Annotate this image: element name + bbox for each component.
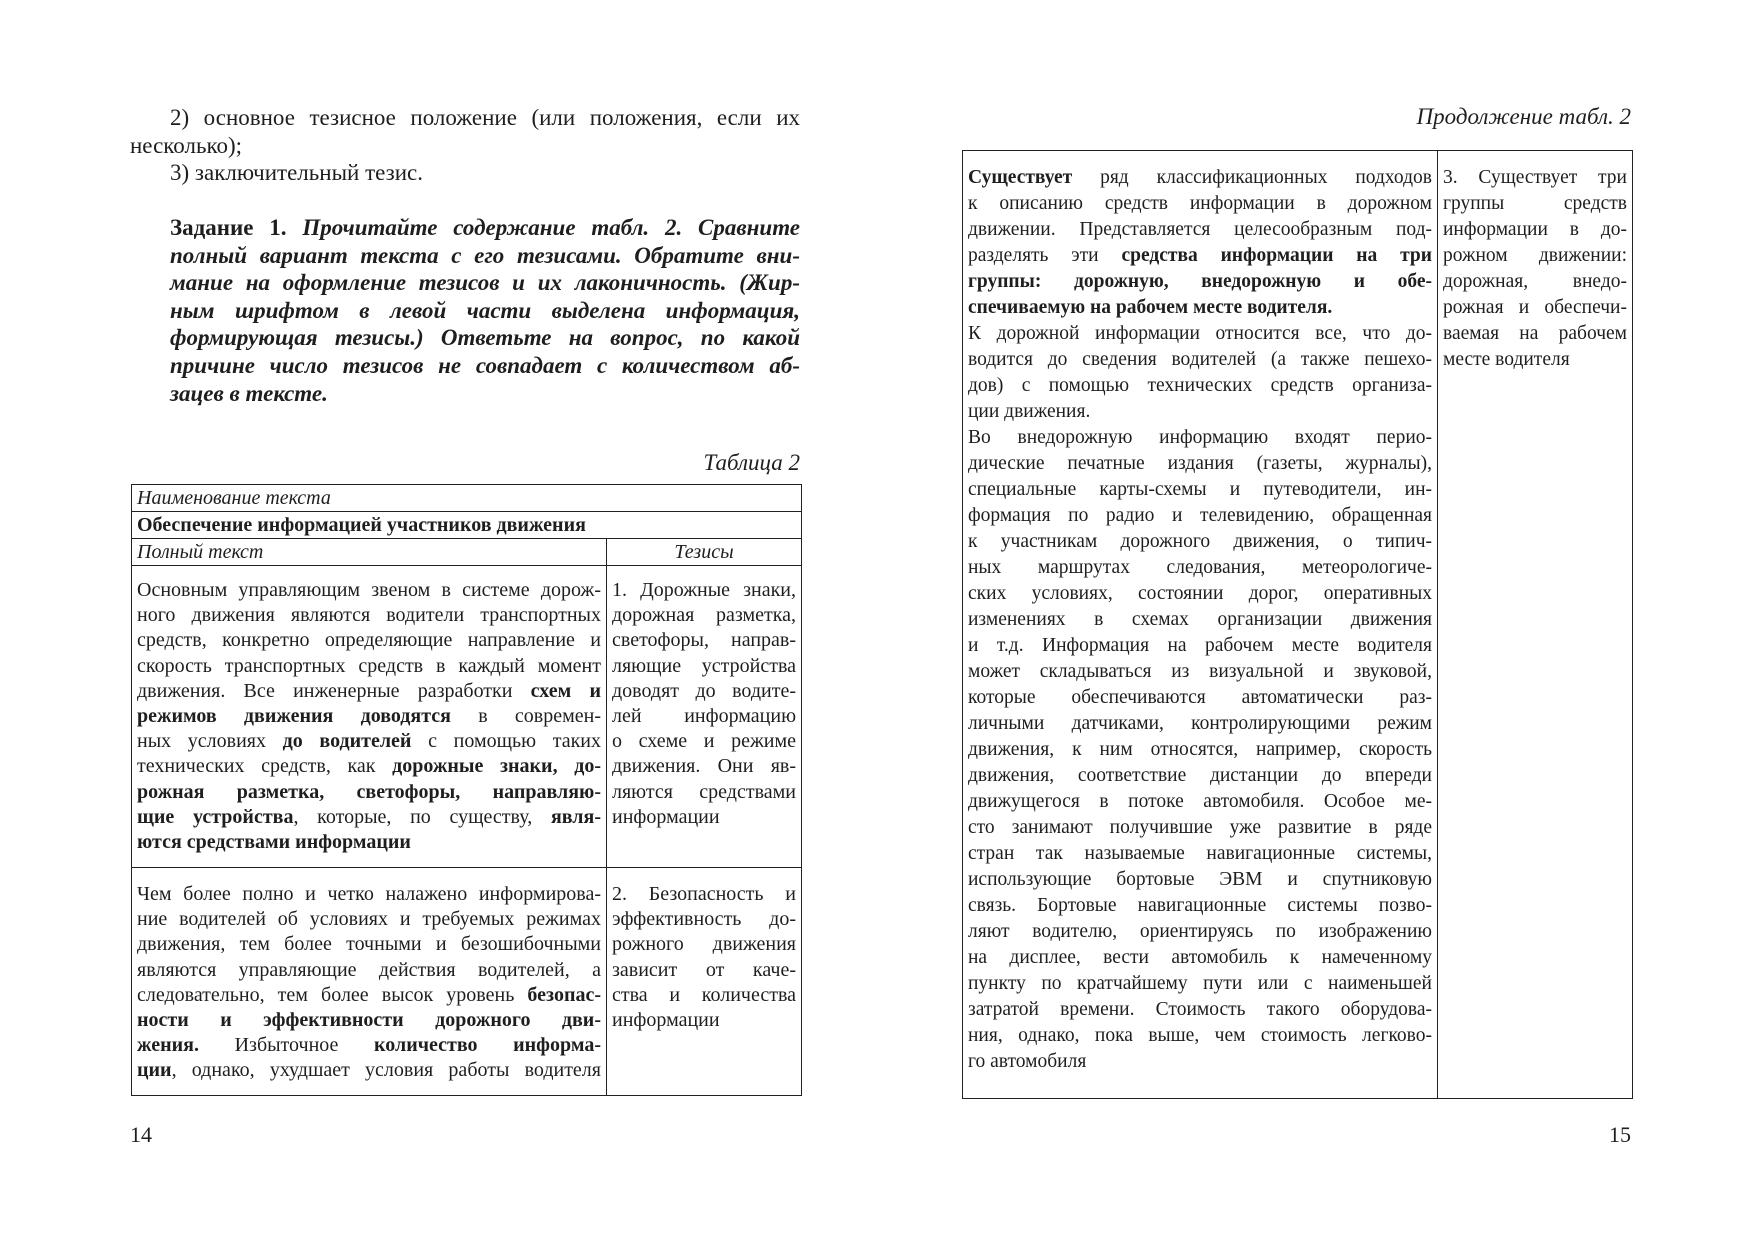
text-run: на дисплее, вести автомобиль к намеченному: [968, 947, 1432, 968]
bold-text-run: Задание 1.: [170, 215, 303, 240]
theses-cell: [607, 868, 802, 1096]
text-run: связь. Бортовые навигационные системы позво-: [968, 895, 1432, 916]
text-line: [612, 578, 796, 603]
text-line: [968, 1023, 1432, 1049]
text-run: ских условиях, состоянии дорог, оперативных: [968, 583, 1432, 604]
text-run: эффективность до-: [612, 908, 797, 931]
bold-text-run: безопас-: [527, 983, 601, 1006]
text-run: движения. Они яв-: [612, 755, 797, 778]
text-run: месте водителя: [1443, 349, 1570, 370]
text-line: [968, 503, 1432, 529]
text-line: [968, 659, 1432, 685]
text-run: го автомобиля: [968, 1051, 1087, 1072]
bold-text-run: ности и эффективности дорожного дви-: [137, 1009, 601, 1032]
text-line: [170, 214, 800, 242]
text-line: [1443, 191, 1627, 217]
text-line: [1443, 321, 1627, 347]
text-run: технических средств, как: [137, 755, 393, 778]
text-run: Чем более полно и четко налажено информирова-: [137, 883, 601, 905]
text-line: [968, 607, 1432, 633]
text-line: [137, 907, 601, 932]
text-line: [612, 932, 796, 957]
text-run: ции движения.: [968, 401, 1091, 422]
text-line: [968, 191, 1432, 217]
text-run: ряд классификационных подходов: [1072, 167, 1432, 188]
text-line: [968, 243, 1432, 269]
page-number-left: 14: [130, 1122, 152, 1147]
text-line: [968, 841, 1432, 867]
text-run: движущегося в потоке автомобиля. Особое ме-: [968, 791, 1432, 812]
text-run: ства и количества: [612, 983, 797, 1006]
text-line: [137, 1058, 601, 1083]
text-run: ных маршрутах следования, метеорологиче-: [968, 557, 1432, 578]
theses-cell: [1438, 151, 1633, 1099]
text-run: следовательно, тем более высок уровень: [137, 983, 528, 1006]
text-run: ваемая на рабочем: [1443, 323, 1627, 344]
page-number-right: 15: [1609, 1122, 1631, 1147]
bold-text-run: группы: дорожную, внедорожную и обе-: [968, 271, 1432, 292]
bold-text-run: ются средствами информации: [137, 831, 411, 854]
text-line: [612, 907, 796, 932]
table-continuation-caption: Продолжение табл. 2: [1416, 104, 1631, 129]
text-run: 1. Дорожные знаки,: [612, 579, 797, 601]
text-line: [612, 882, 796, 907]
text-line: [612, 754, 796, 779]
table-caption: Таблица 2: [703, 450, 800, 475]
text-line: [170, 297, 800, 325]
text-run: , которые, по существу,: [293, 805, 551, 828]
bold-text-run: до водителей: [282, 730, 412, 753]
text-line: [137, 932, 601, 957]
text-run: ляют водителю, ориентируясь по изображению: [968, 921, 1432, 942]
text-line: [1443, 347, 1627, 373]
text-run: зависит от каче-: [612, 958, 797, 981]
text-run: движения, к ним относятся, например, скорость: [968, 739, 1432, 760]
text-line: [137, 654, 601, 679]
table-row: [132, 566, 802, 868]
text-run: информации в до-: [1443, 219, 1627, 240]
text-line: [137, 1008, 601, 1033]
text-line: [1443, 295, 1627, 321]
column-header-full-text: Полный текст: [132, 539, 607, 566]
text-line: [968, 399, 1432, 425]
text-line: [968, 867, 1432, 893]
bold-text-run: ции: [137, 1059, 172, 1082]
text-line: [170, 269, 800, 297]
text-line: [137, 578, 601, 603]
bold-text-run: режимов движения доводятся: [137, 705, 451, 728]
text-line: [137, 1033, 601, 1058]
text-run: движения. Все инженерные разработки: [137, 679, 531, 702]
text-run: дорожная, внедо-: [1443, 271, 1627, 292]
bold-text-run: количество информа-: [374, 1034, 601, 1057]
text-run: изменениях в схемах организации движения: [968, 609, 1432, 630]
text-line: [137, 983, 601, 1008]
text-line: [137, 679, 601, 704]
text-run: рожная и обеспечи-: [1443, 297, 1627, 318]
full-text-cell: [963, 151, 1438, 1099]
text-run: ляющие устройства: [612, 654, 797, 677]
text-line: [130, 132, 800, 160]
intro-text: [130, 104, 800, 187]
text-line: [968, 451, 1432, 477]
text-run: , однако, ухудшает условия работы водителя: [171, 1059, 601, 1082]
text-run: разделять эти: [968, 245, 1122, 266]
column-header-theses: Тезисы: [607, 539, 802, 566]
text-run: и т.д. Информация на рабочем месте водителя: [968, 635, 1432, 656]
text-line: [130, 159, 800, 187]
text-run: в современ-: [450, 705, 601, 728]
bold-italic-text-run: Прочитайте содержание табл. 2. Сравните: [302, 215, 800, 240]
text-run: Избыточное: [198, 1034, 375, 1057]
text-line: [137, 603, 601, 628]
text-line: [1443, 269, 1627, 295]
text-run: водится до сведения водителей (а также пешехо-: [968, 349, 1432, 370]
text-line: [968, 295, 1432, 321]
text-run: информации: [612, 805, 720, 828]
text-run: ного движения являются водители транспортных: [137, 604, 601, 627]
text-run: рожного движения: [612, 933, 797, 956]
text-line: [968, 217, 1432, 243]
text-run: ния, однако, пока выше, чем стоимость легково-: [968, 1025, 1432, 1046]
text-run: информации: [612, 1009, 720, 1032]
text-name-label: Наименование текста: [132, 485, 802, 512]
text-run: 2) основное тезисное положение (или положения, если их: [170, 105, 800, 130]
text-line: [968, 269, 1432, 295]
text-run: Основным управляющим звеном в системе дорож-: [137, 579, 601, 601]
text-run: ние водителей об условиях и требуемых режимах: [137, 908, 601, 931]
text-line: [1443, 243, 1627, 269]
bold-text-run: дорожные знаки, до-: [392, 755, 601, 778]
text-run: скорость транспортных средств в каждый момент: [137, 654, 601, 677]
text-line: [968, 581, 1432, 607]
text-line: [1443, 165, 1627, 191]
text-line: [137, 958, 601, 983]
text-line: [968, 165, 1432, 191]
text-run: которые обеспечиваются автоматически раз-: [968, 687, 1432, 708]
text-run: формация по радио и телевидению, обращенная: [968, 505, 1432, 526]
text-run: 2. Безопасность и: [612, 883, 797, 905]
text-run: дов) с помощью технических средств организа-: [968, 375, 1432, 396]
text-line: [968, 711, 1432, 737]
bold-text-run: спечиваемую на рабочем месте водителя.: [968, 297, 1333, 318]
text-run: с помощью таких: [411, 730, 602, 753]
text-line: [968, 321, 1432, 347]
text-run: специальные карты-схемы и путеводители, ин-: [968, 479, 1432, 500]
task-assignment: [170, 214, 800, 407]
text-line: [130, 104, 800, 132]
text-run: лей информацию: [612, 705, 797, 728]
full-text-cell: [132, 868, 607, 1096]
bold-italic-text-run: зацев в тексте.: [170, 380, 328, 406]
bold-text-run: щие устройства: [137, 805, 294, 828]
text-line: [968, 685, 1432, 711]
bold-text-run: жения.: [137, 1034, 199, 1057]
text-run: личными датчиками, контролирующими режим: [968, 713, 1432, 734]
text-run: являются управляющие действия водителей, а: [137, 958, 601, 981]
text-line: [612, 983, 796, 1008]
bold-text-run: рожная разметка, светофоры, направляю-: [137, 780, 601, 803]
table-row: [132, 868, 802, 1096]
text-line: [612, 654, 796, 679]
text-run: 3) заключительный тезис.: [170, 160, 423, 185]
bold-italic-text-run: полный вариант текста с его тезисами. Обратите вни-: [170, 242, 800, 268]
text-run: 3. Существует три: [1443, 167, 1627, 188]
text-run: дические печатные издания (газеты, журналы),: [968, 453, 1432, 474]
text-run: ных условиях: [137, 730, 283, 753]
text-run: движении. Представляется целесообразным под-: [968, 219, 1432, 240]
text-line: [968, 529, 1432, 555]
text-line: [612, 603, 796, 628]
text-line: [137, 830, 601, 855]
text-run: пункту по кратчайшему пути или с наименьшей: [968, 973, 1432, 994]
text-run: несколько);: [130, 132, 243, 158]
text-line: [968, 997, 1432, 1023]
bold-italic-text-run: мание на оформление тезисов и их лаконичность. (Жир-: [170, 270, 800, 296]
table-2: [131, 484, 802, 1096]
text-line: [968, 347, 1432, 373]
text-line: [612, 805, 796, 830]
table-2-continued: [962, 150, 1633, 1099]
bold-italic-text-run: ным шрифтом в левой части выделена информация,: [170, 297, 800, 323]
text-run: доводят до водите-: [612, 679, 797, 702]
text-run: группы средств: [1443, 193, 1627, 214]
text-line: [137, 628, 601, 653]
text-line: [968, 425, 1432, 451]
text-line: [968, 477, 1432, 503]
text-run: может складываться из визуальной и звуковой,: [968, 661, 1432, 682]
text-line: [612, 628, 796, 653]
text-run: движения, соответствие дистанции до впереди: [968, 765, 1432, 786]
text-line: [968, 373, 1432, 399]
text-line: [612, 958, 796, 983]
text-name-value: Обеспечение информацией участников движения: [132, 512, 802, 539]
text-line: [968, 919, 1432, 945]
text-run: к описанию средств информации в дорожном: [968, 193, 1432, 214]
text-line: [968, 945, 1432, 971]
text-line: [968, 1049, 1432, 1075]
text-line: [170, 352, 800, 380]
table-row: [963, 151, 1633, 1099]
text-line: [968, 971, 1432, 997]
text-line: [137, 882, 601, 907]
text-run: ляются средствами: [612, 780, 797, 803]
text-run: стран так называемые навигационные системы,: [968, 843, 1432, 864]
text-line: [137, 704, 601, 729]
text-run: к участникам дорожного движения, о типич-: [968, 531, 1432, 552]
text-run: движения, тем более точными и безошибочными: [137, 933, 601, 956]
text-run: сто занимают получившие уже развитие в ряде: [968, 817, 1432, 838]
bold-text-run: Существует: [968, 167, 1073, 188]
text-line: [612, 780, 796, 805]
bold-text-run: средства информации на три: [1121, 245, 1432, 266]
text-line: [612, 704, 796, 729]
text-run: дорожная разметка,: [612, 604, 797, 627]
text-line: [137, 754, 601, 779]
bold-text-run: схем и: [530, 679, 602, 702]
text-line: [968, 893, 1432, 919]
text-line: [170, 380, 800, 408]
text-line: [137, 805, 601, 830]
text-run: рожном движении:: [1443, 245, 1627, 266]
theses-cell: [607, 566, 802, 868]
text-line: [137, 780, 601, 805]
text-line: [968, 633, 1432, 659]
text-line: [612, 1008, 796, 1033]
text-line: [170, 242, 800, 270]
text-line: [612, 679, 796, 704]
text-line: [968, 555, 1432, 581]
bold-text-run: явля-: [550, 805, 602, 828]
bold-italic-text-run: причине число тезисов не совпадает с количеством аб-: [170, 352, 800, 378]
text-line: [1443, 217, 1627, 243]
text-line: [137, 729, 601, 754]
text-run: затратой времени. Стоимость такого оборудова-: [968, 999, 1432, 1020]
full-text-cell: [132, 566, 607, 868]
text-run: К дорожной информации относится все, что до-: [968, 323, 1432, 344]
text-run: Во внедорожную информацию входят перио-: [968, 427, 1432, 448]
text-run: использующие бортовые ЭВМ и спутниковую: [968, 869, 1432, 890]
text-line: [612, 729, 796, 754]
text-line: [968, 789, 1432, 815]
bold-italic-text-run: формирующая тезисы.) Ответьте на вопрос, по какой: [170, 325, 800, 351]
text-line: [170, 324, 800, 352]
text-line: [968, 815, 1432, 841]
text-line: [968, 763, 1432, 789]
text-run: о схеме и режиме: [612, 730, 797, 753]
text-line: [968, 737, 1432, 763]
text-run: светофоры, направ-: [612, 629, 797, 652]
text-run: средств, конкретно определяющие направление и: [137, 629, 601, 652]
